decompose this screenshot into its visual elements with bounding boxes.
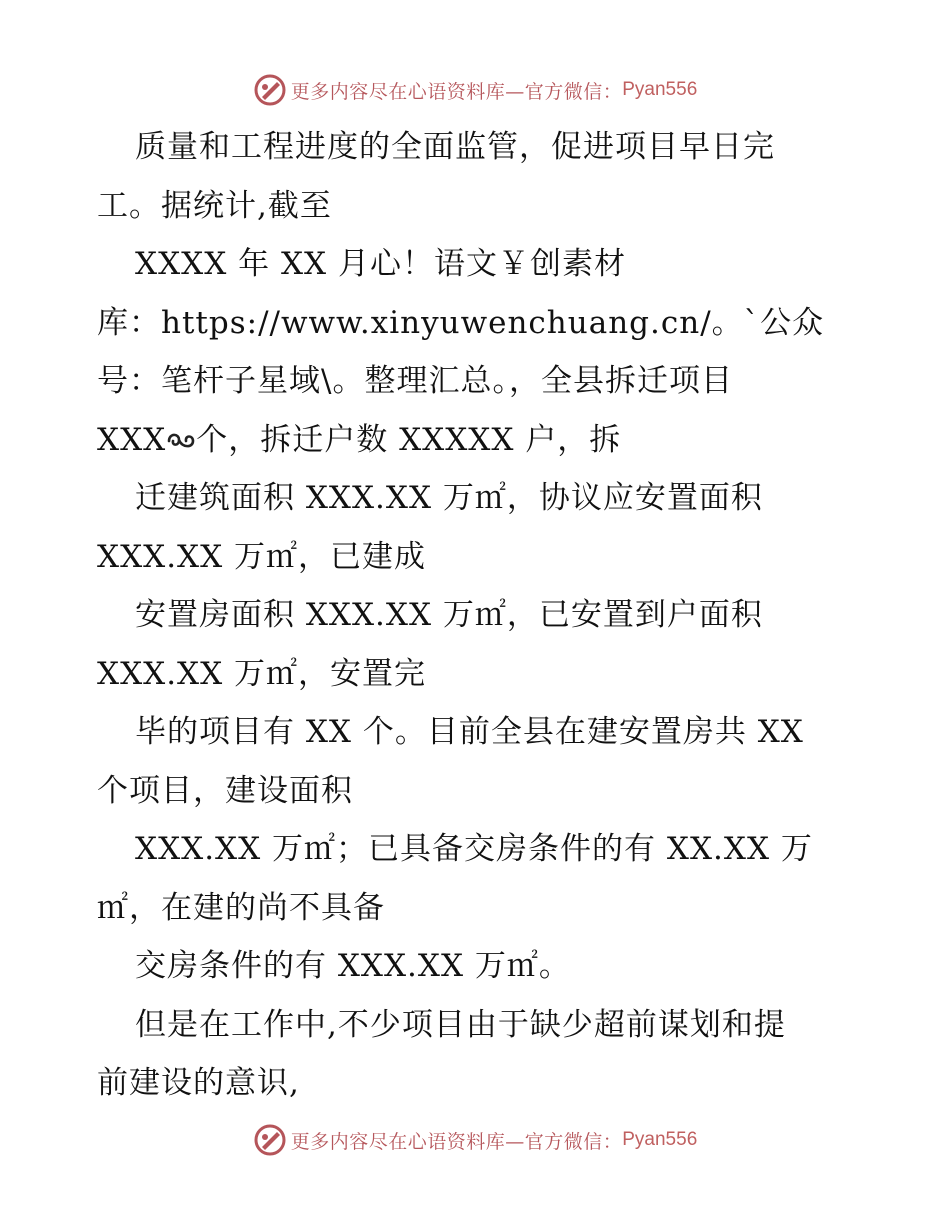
body-line: XXX.XX 万㎡，安置完 [97,655,427,692]
body-line: 毕的项目有 XX 个。目前全县在建安置房共 XX [135,714,804,750]
body-line: 安置房面积 XXX.XX 万㎡，已安置到户面积 [135,597,763,633]
body-line [97,411,842,470]
watermark-text: 更多内容尽在心语资料库—官方微信： [290,80,623,103]
body-line: ㎡，在建的尚不具备 [97,889,385,926]
body-line-segment: 个，拆迁户数 XXXXX 户，拆 [196,421,622,458]
watermark-id: Pyan556 [622,79,698,100]
body-line: XXX.XX 万㎡；已具备交房条件的有 XX.XX 万 [135,831,813,867]
body-line: 前建设的意识, [97,1065,300,1101]
document-body [97,118,842,1113]
body-line: 但是在工作中,不少项目由于缺少超前谋划和提 [135,1006,786,1043]
body-line-segment: XXX [97,421,167,458]
body-line: XXXX 年 XX 月心！语文￥创素材 [135,246,626,282]
body-line: 工。据统计,截至 [97,187,332,224]
watermark-banner-bottom [0,1120,950,1160]
body-line: 号：笔杆子星域\。整理汇总。，全县拆迁项目 [97,363,733,399]
body-line: 交房条件的有 XXX.XX 万㎡。 [135,948,571,984]
watermark-banner-top [0,70,950,110]
logo-icon [253,73,287,107]
body-line: 库：https://www.xinyuwenchuang.cn/。`公众 [97,304,825,341]
swirl-icon [166,430,196,452]
logo-icon [253,1123,287,1157]
watermark-id: Pyan556 [622,1129,698,1150]
body-line: 个项目，建设面积 [97,772,353,809]
body-line: XXX.XX 万㎡，已建成 [97,538,427,575]
body-line: 质量和工程进度的全面监管，促进项目早日完 [135,129,775,165]
body-line: 迁建筑面积 XXX.XX 万㎡，协议应安置面积 [135,480,763,516]
watermark-text: 更多内容尽在心语资料库—官方微信： [290,1130,623,1153]
